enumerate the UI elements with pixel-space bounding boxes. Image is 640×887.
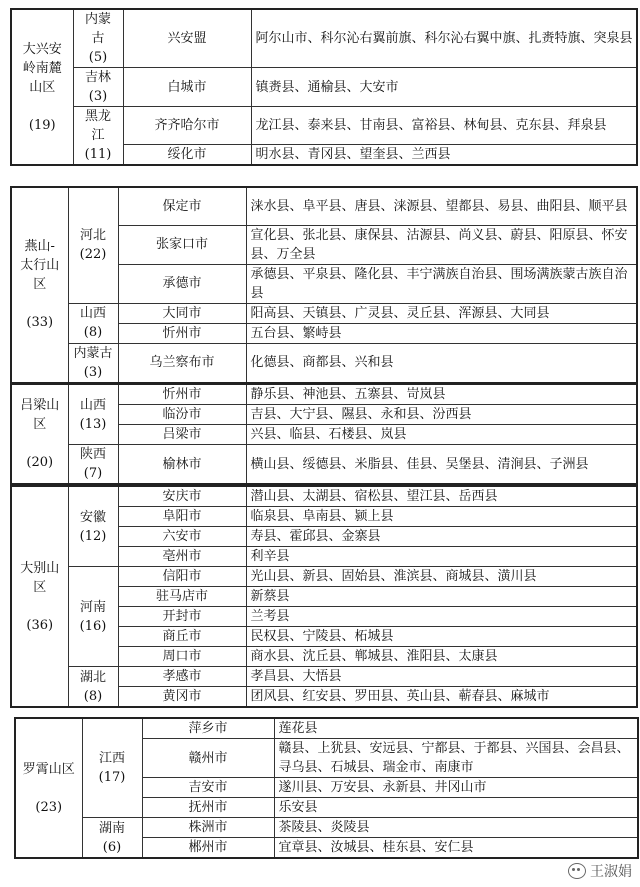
- province-count: (3): [88, 89, 108, 104]
- table-row: [15, 718, 638, 739]
- city-cell: 开封市: [118, 607, 246, 627]
- region-table: [10, 186, 638, 384]
- province-name: 河北: [79, 228, 106, 244]
- province-name: 安徽: [79, 509, 106, 525]
- province-name: 湖北: [79, 669, 106, 685]
- region-name: 山区: [29, 79, 56, 95]
- city-cell: 临汾市: [118, 405, 246, 425]
- table-row: [11, 667, 637, 687]
- province-cell: [68, 187, 118, 303]
- city-cell: 兴安盟: [123, 9, 251, 68]
- city-cell: 赣州市: [142, 739, 274, 778]
- region-name: 区: [33, 579, 47, 595]
- province-cell: [68, 384, 118, 445]
- counties-cell: 涞水县、阜平县、唐县、涞源县、望都县、易县、曲阳县、顺平县: [246, 187, 637, 225]
- city-cell: 孝感市: [118, 667, 246, 687]
- counties-cell: 民权县、宁陵县、柘城县: [246, 627, 637, 647]
- province-name: 江西: [98, 751, 125, 766]
- table-row: [11, 187, 637, 225]
- province-count: (8): [83, 325, 103, 340]
- region-name: 大别山: [20, 560, 60, 576]
- city-cell: 吉安市: [142, 778, 274, 798]
- province-cell: [68, 567, 118, 667]
- table-row: [11, 303, 637, 323]
- counties-cell: 化德县、商都县、兴和县: [246, 343, 637, 383]
- province-count: (11): [84, 147, 112, 162]
- province-count: (16): [79, 618, 107, 634]
- counties-cell: 静乐县、神池县、五寨县、岢岚县: [246, 384, 637, 405]
- region-cell: [15, 718, 82, 858]
- city-cell: 吕梁市: [118, 425, 246, 445]
- table-row: [11, 107, 637, 145]
- counties-cell: 光山县、新县、固始县、淮滨县、商城县、潢川县: [246, 567, 637, 587]
- province-name: 内蒙: [84, 12, 111, 27]
- province-name: 古: [91, 31, 105, 46]
- counties-cell: 商水县、沈丘县、郸城县、淮阳县、太康县: [246, 647, 637, 667]
- region-name: 区: [33, 277, 47, 293]
- region-cell: [11, 187, 68, 383]
- table-row: [11, 384, 637, 405]
- region-cell: [11, 486, 68, 707]
- city-cell: 周口市: [118, 647, 246, 667]
- counties-cell: 莲花县: [274, 718, 638, 739]
- counties-cell: 赣县、上犹县、安远县、宁都县、于都县、兴国县、会昌县、寻乌县、石城县、瑞金市、南康市: [274, 739, 638, 778]
- region-name: 太行山: [20, 258, 60, 274]
- city-cell: 绥化市: [123, 145, 251, 166]
- province-cell: [68, 343, 118, 383]
- counties-cell: 潜山县、太湖县、宿松县、望江县、岳西县: [246, 486, 637, 507]
- city-cell: 大同市: [118, 303, 246, 323]
- city-cell: 六安市: [118, 527, 246, 547]
- region-cell: [11, 384, 68, 484]
- region-name: 罗霄山区: [22, 761, 75, 777]
- city-cell: 保定市: [118, 187, 246, 225]
- counties-cell: 乐安县: [274, 798, 638, 818]
- counties-cell: 吉县、大宁县、隰县、永和县、汾西县: [246, 405, 637, 425]
- city-cell: 亳州市: [118, 547, 246, 567]
- table-row: [15, 818, 638, 838]
- region-name: 岭南麓: [22, 60, 62, 76]
- province-name: 江: [91, 128, 105, 143]
- city-cell: 信阳市: [118, 567, 246, 587]
- province-name: 吉林: [84, 70, 111, 85]
- counties-cell: 孝昌县、大悟县: [246, 667, 637, 687]
- watermark-text: 王淑娟: [590, 864, 632, 880]
- province-cell: [68, 445, 118, 485]
- counties-cell: 茶陵县、炎陵县: [274, 818, 638, 838]
- province-cell: [73, 68, 123, 107]
- city-cell: 齐齐哈尔市: [123, 107, 251, 145]
- province-count: (13): [79, 416, 107, 432]
- city-cell: 榆林市: [118, 445, 246, 485]
- province-count: (12): [79, 528, 107, 544]
- counties-cell: 龙江县、泰来县、甘南县、富裕县、林甸县、克东县、拜泉县: [251, 107, 637, 145]
- province-count: (5): [88, 50, 108, 65]
- counties-cell: 阳高县、天镇县、广灵县、灵丘县、浑源县、大同县: [246, 303, 637, 323]
- city-cell: 郴州市: [142, 838, 274, 859]
- province-count: (7): [83, 466, 103, 481]
- city-cell: 乌兰察布市: [118, 343, 246, 383]
- region-name: 燕山-: [24, 239, 55, 255]
- province-cell: [82, 818, 142, 859]
- region-count: (23): [35, 799, 63, 815]
- counties-cell: 兰考县: [246, 607, 637, 627]
- counties-cell: 兴县、临县、石楼县、岚县: [246, 425, 637, 445]
- province-cell: [82, 718, 142, 818]
- region-name: 大兴安: [22, 41, 62, 57]
- region-table: [14, 717, 639, 859]
- counties-cell: 寿县、霍邱县、金寨县: [246, 527, 637, 547]
- region-table: [10, 8, 638, 166]
- counties-cell: 宣化县、张北县、康保县、沽源县、尚义县、蔚县、阳原县、怀安县、万全县: [246, 225, 637, 264]
- counties-cell: 宜章县、汝城县、桂东县、安仁县: [274, 838, 638, 859]
- counties-cell: 阿尔山市、科尔沁右翼前旗、科尔沁右翼中旗、扎赉特旗、突泉县: [251, 9, 637, 68]
- province-name: 湖南: [98, 820, 125, 836]
- province-cell: [73, 107, 123, 166]
- province-count: (17): [98, 770, 126, 785]
- city-cell: 阜阳市: [118, 507, 246, 527]
- province-name: 山西: [79, 397, 106, 413]
- province-cell: [68, 486, 118, 567]
- counties-cell: 承德县、平泉县、隆化县、丰宁满族自治县、围场满族蒙古族自治县: [246, 264, 637, 303]
- counties-cell: 镇赉县、通榆县、大安市: [251, 68, 637, 107]
- province-count: (8): [83, 688, 103, 704]
- province-name: 河南: [79, 599, 106, 615]
- city-cell: 忻州市: [118, 323, 246, 343]
- region-count: (33): [26, 315, 54, 331]
- table-row: [11, 567, 637, 587]
- province-count: (22): [79, 247, 107, 263]
- region-cell: [11, 9, 73, 165]
- city-cell: 萍乡市: [142, 718, 274, 739]
- province-name: 山西: [79, 306, 106, 321]
- province-cell: [68, 303, 118, 343]
- region-name: 吕梁山: [20, 398, 60, 413]
- counties-cell: 利辛县: [246, 547, 637, 567]
- counties-cell: 五台县、繁峙县: [246, 323, 637, 343]
- table-row: [11, 9, 637, 68]
- counties-cell: 遂川县、万安县、永新县、井冈山市: [274, 778, 638, 798]
- table-row: [11, 486, 637, 507]
- wechat-icon: [568, 863, 586, 879]
- region-count: (19): [28, 117, 56, 133]
- table-row: [11, 68, 637, 107]
- counties-cell: 横山县、绥德县、米脂县、佳县、吴堡县、清涧县、子洲县: [246, 445, 637, 485]
- city-cell: 黄冈市: [118, 687, 246, 708]
- watermark: [568, 861, 632, 881]
- region-name: 区: [33, 417, 47, 432]
- city-cell: 忻州市: [118, 384, 246, 405]
- city-cell: 商丘市: [118, 627, 246, 647]
- city-cell: 承德市: [118, 264, 246, 303]
- city-cell: 安庆市: [118, 486, 246, 507]
- region-table: [10, 485, 638, 708]
- counties-cell: 新蔡县: [246, 587, 637, 607]
- counties-cell: 团风县、红安县、罗田县、英山县、蕲春县、麻城市: [246, 687, 637, 708]
- province-name: 陕西: [79, 447, 106, 462]
- region-table: [10, 383, 638, 485]
- table-row: [11, 343, 637, 383]
- city-cell: 驻马店市: [118, 587, 246, 607]
- region-count: (36): [26, 617, 54, 633]
- province-cell: [68, 667, 118, 708]
- province-name: 黑龙: [84, 109, 111, 124]
- city-cell: 白城市: [123, 68, 251, 107]
- table-row: [11, 445, 637, 485]
- province-count: (3): [83, 364, 103, 380]
- province-count: (6): [102, 839, 122, 855]
- province-name: 内蒙古: [73, 345, 113, 361]
- region-count: (20): [26, 455, 54, 470]
- city-cell: 株洲市: [142, 818, 274, 838]
- counties-cell: 临泉县、阜南县、颍上县: [246, 507, 637, 527]
- province-cell: [73, 9, 123, 68]
- city-cell: 张家口市: [118, 225, 246, 264]
- city-cell: 抚州市: [142, 798, 274, 818]
- counties-cell: 明水县、青冈县、望奎县、兰西县: [251, 145, 637, 166]
